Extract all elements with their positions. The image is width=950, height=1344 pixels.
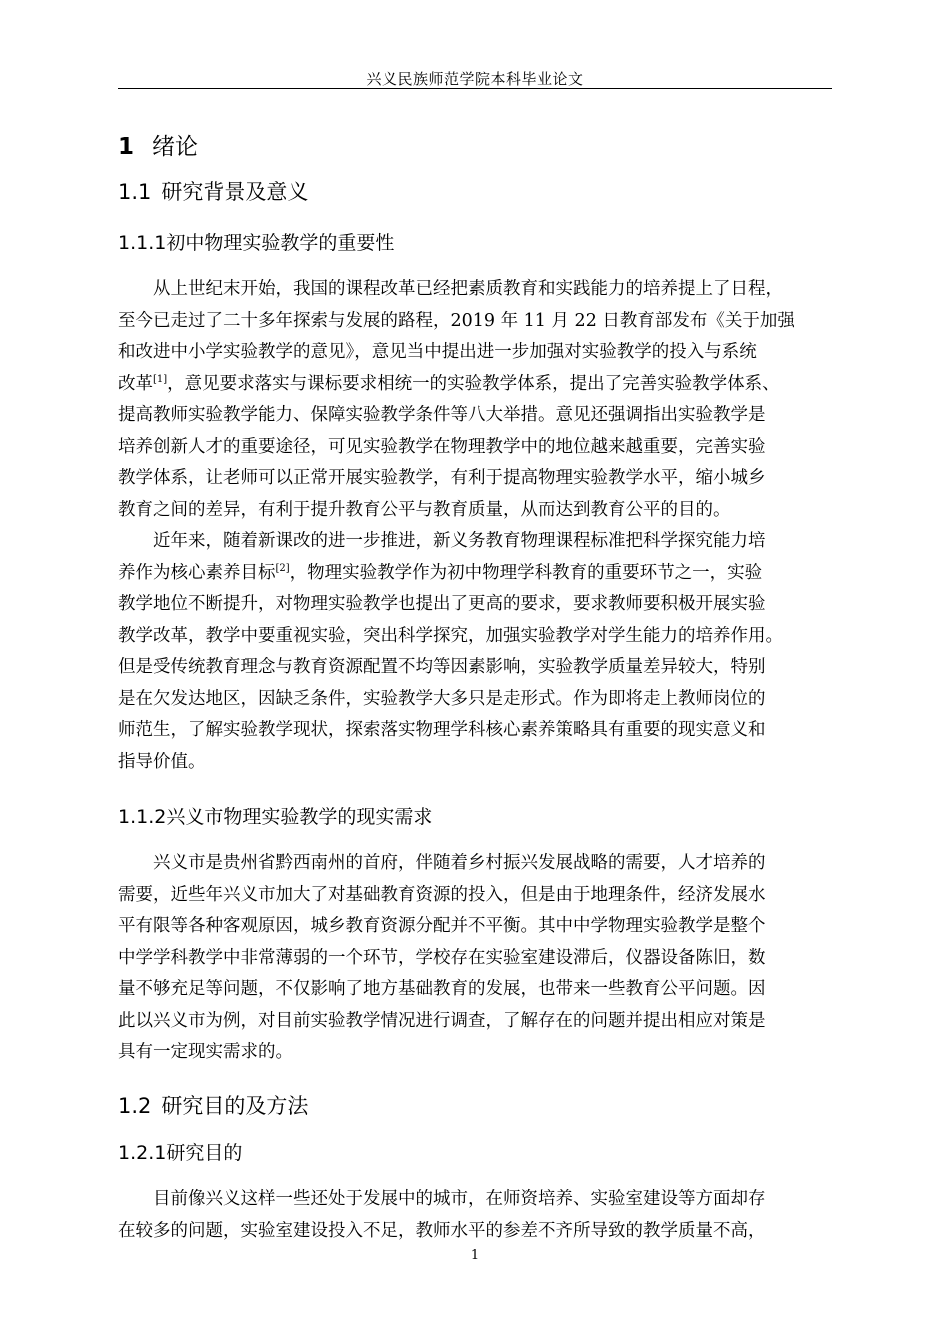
text-line: 培养创新人才的重要途径，可见实验教学在物理教学中的地位越来越重要，完善实验 [118,436,766,457]
text-line [118,558,832,590]
text-line: 是在欠发达地区，因缺乏条件，实验教学大多只是走形式。作为即将走上教师岗位的 [118,688,766,709]
paragraph-1-2-1 [118,1184,832,1247]
text-line: 至今已走过了二十多年探索与发展的路程，2019 年 11 月 22 日教育部发布《关于加强 [118,310,795,331]
page-number: 1 [470,1248,480,1263]
text-line: 从上世纪末开始，我国的课程改革已经把素质教育和实践能力的培养提上了日程， [153,279,783,299]
text-line: 提高教师实验教学能力、保障实验教学条件等八大举措。意见还强调指出实验教学是 [118,405,766,425]
text-line: 教育之间的差异，有利于提升教育公平与教育质量，从而达到教育公平的目的。 [118,499,731,520]
section-heading-1-1 [118,178,308,206]
text-line: 目前像兴义这样一些还处于发展中的城市，在师资培养、实验室建设等方面却存 [153,1189,766,1209]
text-line: 需要，近些年兴义市加大了对基础教育资源的投入，但是由于地理条件，经济发展水 [118,884,766,905]
citation-ref[interactable]: [1] [153,373,168,385]
text-line: 具有一定现实需求的。 [118,1042,293,1062]
subsection-heading-1-2-1: 1.2.1研究目的 [118,1142,243,1164]
paragraph-1-1-1-b [118,526,832,778]
section-title: 研究背景及意义 [161,180,309,204]
paragraph-1-1-1-a [118,274,832,526]
section-number: 1.1 [118,180,152,204]
paragraph-1-1-2 [118,848,832,1069]
page-header-rule [118,88,832,89]
section-heading-1-2 [118,1092,308,1120]
subsection-heading-1-1-2: 1.1.2兴义市物理实验教学的现实需求 [118,806,433,828]
text-line: 师范生，了解实验教学现状，探索落实物理学科核心素养策略具有重要的现实意义和 [118,720,766,740]
text-line: 中学学科教学中非常薄弱的一个环节，学校存在实验室建设滞后，仪器设备陈旧，数 [118,947,766,968]
text-line: 教学地位不断提升，对物理实验教学也提出了更高的要求，要求教师要积极开展实验 [118,594,766,614]
text-line: 教学改革，教学中要重视实验，突出科学探究，加强实验教学对学生能力的培养作用。 [118,625,783,646]
page-header-title: 兴义民族师范学院本科毕业论文 [366,70,584,88]
text-segment: ，意见要求落实与课标要求相统一的实验教学体系，提出了完善实验教学体系、 [167,373,780,394]
text-line: 和改进中小学实验教学的意见》，意见当中提出进一步加强对实验教学的投入与系统 [118,342,757,362]
chapter-title: 绪论 [152,134,198,160]
chapter-heading [118,132,198,162]
section-title: 研究目的及方法 [161,1094,309,1118]
text-line: 教学体系，让老师可以正常开展实验教学，有利于提高物理实验教学水平，缩小城乡 [118,468,766,488]
text-line: 平有限等各种客观原因，城乡教育资源分配并不平衡。其中中学物理实验教学是整个 [118,916,766,936]
text-line: 但是受传统教育理念与教育资源配置不均等因素影响，实验教学质量差异较大，特别 [118,657,766,677]
text-segment: ，物理实验教学作为初中物理学科教育的重要环节之一，实验 [289,562,763,583]
text-line: 此以兴义市为例，对目前实验教学情况进行调查，了解存在的问题并提出相应对策是 [118,1010,766,1031]
text-line: 指导价值。 [118,751,206,772]
text-segment: 养作为核心素养目标 [118,562,276,583]
citation-ref[interactable]: [2] [275,562,290,574]
text-line: 近年来，随着新课改的进一步推进，新义务教育物理课程标准把科学探究能力培 [153,531,766,551]
chapter-number: 1 [118,134,135,160]
text-line: 兴义市是贵州省黔西南州的首府，伴随着乡村振兴发展战略的需要，人才培养的 [153,853,766,873]
section-number: 1.2 [118,1094,152,1118]
text-line: 在较多的问题，实验室建设投入不足，教师水平的参差不齐所导致的教学质量不高， [118,1220,766,1241]
text-line [118,369,832,401]
text-line: 量不够充足等问题，不仅影响了地方基础教育的发展，也带来一些教育公平问题。因 [118,979,766,999]
text-segment: 改革 [118,373,153,394]
subsection-heading-1-1-1: 1.1.1初中物理实验教学的重要性 [118,232,395,254]
